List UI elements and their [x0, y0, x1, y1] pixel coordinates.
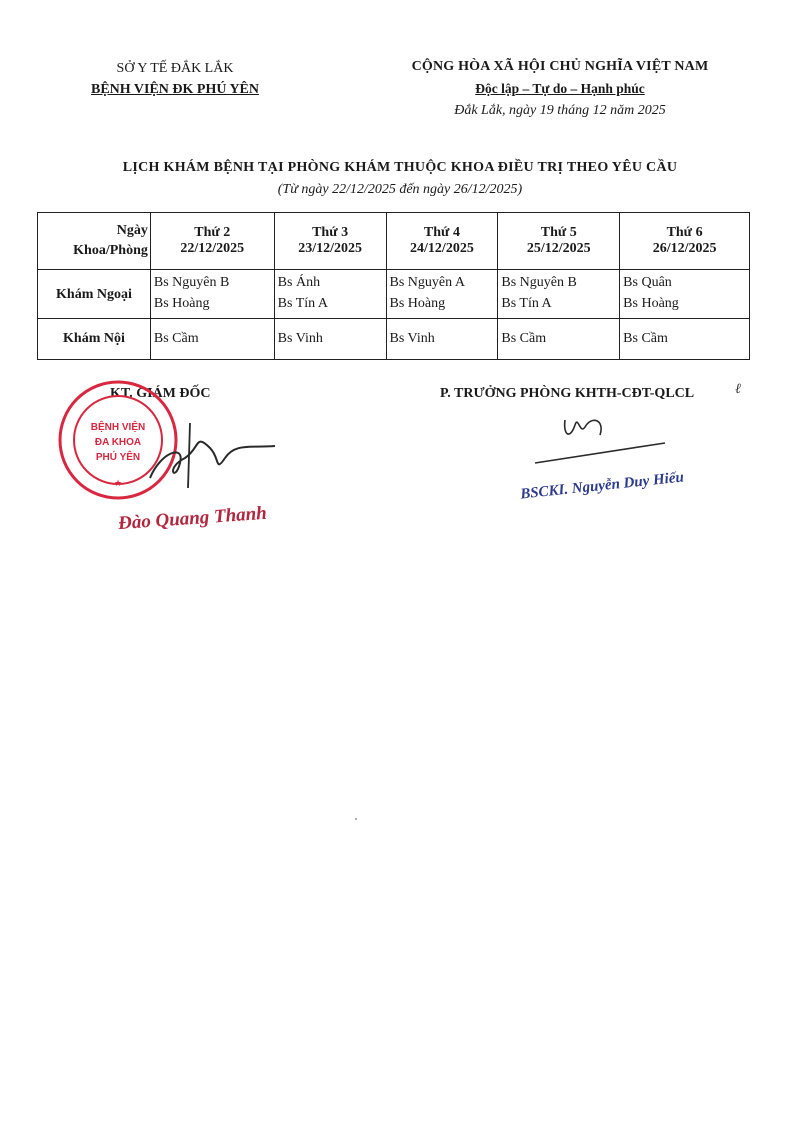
- day-header: [620, 213, 750, 270]
- doctor-name: Bs Ánh: [277, 275, 321, 290]
- issue-date: Đắk Lắk, ngày 19 tháng 12 năm 2025: [454, 103, 666, 118]
- day-header: [386, 213, 498, 270]
- day-date: 24/12/2025: [410, 241, 474, 256]
- doctor-name: Bs Vinh: [277, 331, 323, 346]
- corner-header: [38, 213, 151, 270]
- table-header-row: [38, 213, 750, 270]
- doctor-cell: [620, 270, 750, 319]
- director-title: KT. GIÁM ĐỐC: [110, 386, 211, 401]
- doctor-name: Bs Hoàng: [389, 296, 446, 311]
- doctor-name: Bs Hoàng: [153, 296, 210, 311]
- document-title: LỊCH KHÁM BỆNH TẠI PHÒNG KHÁM THUỘC KHOA ĐIỀU TRỊ THEO YÊU CẦU: [122, 160, 678, 175]
- stamp-line-3: PHÚ YÊN: [95, 452, 141, 463]
- doctor-cell: [498, 270, 620, 319]
- doctor-name: Bs Hoàng: [623, 296, 679, 311]
- day-header: [150, 213, 274, 270]
- doctor-cell: [150, 270, 274, 319]
- schedule-table: [37, 212, 750, 360]
- director-signature-icon: [130, 418, 280, 493]
- doctor-name: Bs Cầm: [501, 331, 547, 346]
- day-name: Thứ 2: [194, 225, 231, 240]
- doctor-cell: [498, 319, 620, 360]
- day-date: 25/12/2025: [526, 241, 591, 256]
- doctor-cell: [274, 319, 386, 360]
- hospital-name: BỆNH VIỆN ĐK PHÚ YÊN: [90, 82, 260, 97]
- issuing-authority: [40, 58, 310, 100]
- doctor-cell: [150, 319, 274, 360]
- day-date: 26/12/2025: [652, 241, 717, 256]
- initial-mark: ℓ: [735, 382, 741, 397]
- doctor-name: Bs Nguyên A: [389, 275, 465, 290]
- doctor-name: Bs Vinh: [389, 331, 435, 346]
- director-name: Đào Quang Thanh: [117, 502, 268, 535]
- doctor-name: Bs Tín A: [277, 296, 328, 311]
- corner-day-label: Ngày: [116, 223, 148, 238]
- day-date: 23/12/2025: [298, 241, 362, 256]
- day-date: 22/12/2025: [180, 241, 245, 256]
- corner-dept-label: Khoa/Phòng: [73, 243, 148, 258]
- day-name: Thứ 4: [423, 225, 460, 240]
- department-of-health: SỞ Y TẾ ĐẮK LẮK: [116, 61, 234, 76]
- table-row: [38, 270, 750, 319]
- scan-speck: [355, 818, 357, 820]
- dept-surgery: Khám Ngoại: [38, 270, 151, 319]
- doctor-cell: [274, 270, 386, 319]
- dept-internal: Khám Nội: [38, 319, 151, 360]
- day-name: Thứ 3: [312, 225, 349, 240]
- day-header: [274, 213, 386, 270]
- doctor-cell: [386, 270, 498, 319]
- doctor-name: Bs Quân: [623, 275, 672, 290]
- doctor-cell: [620, 319, 750, 360]
- deputy-signature-icon: [530, 405, 670, 475]
- deputy-head-name: BSCKI. Nguyễn Duy Hiếu: [519, 469, 685, 503]
- doctor-cell: [386, 319, 498, 360]
- stamp-line-1: BỆNH VIỆN: [90, 422, 146, 433]
- deputy-head-title: P. TRƯỞNG PHÒNG KHTH-CĐT-QLCL: [440, 386, 695, 401]
- national-motto: [320, 56, 800, 122]
- doctor-name: Bs Nguyên B: [501, 275, 577, 290]
- doctor-name: Bs Cầm: [623, 331, 668, 346]
- day-name: Thứ 5: [540, 225, 577, 240]
- doctor-name: Bs Tín A: [501, 296, 552, 311]
- motto: Độc lập – Tự do – Hạnh phúc: [475, 81, 645, 96]
- svg-text:★: ★: [113, 478, 123, 488]
- document-subtitle: (Từ ngày 22/12/2025 đến ngày 26/12/2025): [277, 182, 523, 197]
- stamp-line-2: ĐA KHOA: [94, 437, 142, 448]
- doctor-name: Bs Cầm: [153, 331, 199, 346]
- country-name: CỘNG HÒA XÃ HỘI CHỦ NGHĨA VIỆT NAM: [411, 59, 709, 74]
- table-row: [38, 319, 750, 360]
- day-header: [498, 213, 620, 270]
- day-name: Thứ 6: [666, 225, 703, 240]
- doctor-name: Bs Nguyên B: [153, 275, 230, 290]
